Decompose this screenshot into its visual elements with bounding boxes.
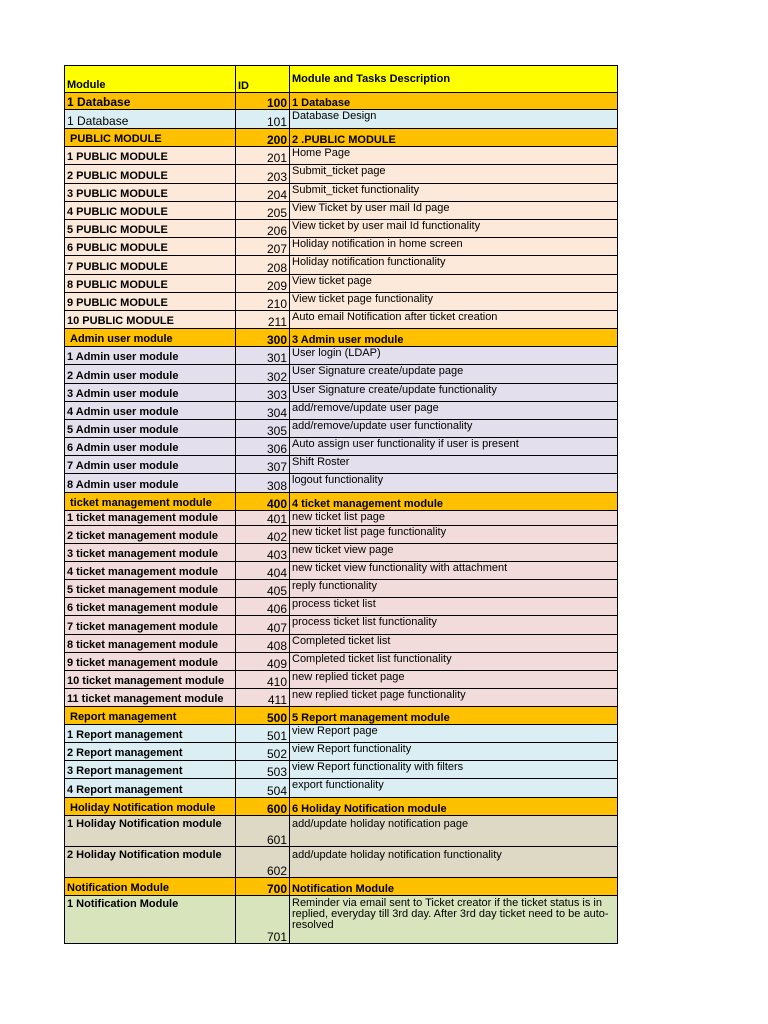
module-cell[interactable]: 2 PUBLIC MODULE <box>65 165 236 184</box>
description-cell[interactable]: Home Page <box>290 147 618 165</box>
module-cell[interactable]: 9 PUBLIC MODULE <box>65 293 236 311</box>
table-row <box>65 725 618 743</box>
description-cell[interactable]: view Report functionality with filters <box>290 761 618 779</box>
id-cell[interactable]: 300 <box>236 329 290 347</box>
table-row <box>65 184 618 202</box>
id-cell[interactable]: 203 <box>236 165 290 184</box>
description-cell[interactable]: User Signature create/update page <box>290 365 618 384</box>
module-cell[interactable]: 11 ticket management module <box>65 689 236 707</box>
id-cell[interactable]: 303 <box>236 384 290 402</box>
id-cell[interactable]: 208 <box>236 256 290 275</box>
module-cell[interactable]: 6 PUBLIC MODULE <box>65 238 236 256</box>
id-cell[interactable]: 409 <box>236 653 290 671</box>
id-cell[interactable]: 209 <box>236 275 290 293</box>
description-cell[interactable]: User login (LDAP) <box>290 347 618 365</box>
description-cell[interactable]: Submit_ticket page <box>290 165 618 184</box>
module-cell[interactable]: 6 ticket management module <box>65 598 236 616</box>
description-cell[interactable]: export functionality <box>290 779 618 798</box>
description-cell[interactable]: new replied ticket page functionality <box>290 689 618 707</box>
description-cell[interactable]: Auto assign user functionality if user is present <box>290 438 618 456</box>
header-description[interactable]: Module and Tasks Description <box>290 66 618 93</box>
description-cell[interactable]: 4 ticket management module <box>290 493 618 511</box>
description-cell[interactable]: 2 .PUBLIC MODULE <box>290 129 618 147</box>
description-cell[interactable]: add/remove/update user page <box>290 402 618 420</box>
section-row <box>65 329 618 347</box>
description-cell[interactable]: new ticket list page <box>290 511 618 526</box>
id-cell[interactable]: 308 <box>236 474 290 493</box>
id-cell[interactable]: 406 <box>236 598 290 616</box>
id-cell[interactable]: 304 <box>236 402 290 420</box>
id-cell[interactable]: 407 <box>236 616 290 635</box>
table-row <box>65 511 618 526</box>
module-cell[interactable]: 8 Admin user module <box>65 474 236 493</box>
id-cell[interactable]: 207 <box>236 238 290 256</box>
module-cell[interactable]: 1 Report management <box>65 725 236 743</box>
id-cell[interactable]: 405 <box>236 580 290 598</box>
table-row <box>65 347 618 365</box>
table-row <box>65 311 618 329</box>
id-cell[interactable]: 204 <box>236 184 290 202</box>
module-cell[interactable]: 9 ticket management module <box>65 653 236 671</box>
description-cell[interactable]: 6 Holiday Notification module <box>290 798 618 816</box>
module-cell[interactable]: 4 PUBLIC MODULE <box>65 202 236 220</box>
table-row <box>65 438 618 456</box>
module-cell[interactable]: 2 Admin user module <box>65 365 236 384</box>
table-row <box>65 420 618 438</box>
module-cell[interactable]: 1 Database <box>65 110 236 129</box>
module-cell[interactable]: PUBLIC MODULE <box>65 129 236 147</box>
description-cell[interactable]: process ticket list <box>290 598 618 616</box>
description-cell[interactable]: add/update holiday notification functionality <box>290 847 618 878</box>
header-row <box>65 66 618 93</box>
table-row <box>65 847 618 878</box>
table-row <box>65 147 618 165</box>
module-cell[interactable]: 10 ticket management module <box>65 671 236 689</box>
id-cell[interactable]: 600 <box>236 798 290 816</box>
description-cell[interactable]: Completed ticket list functionality <box>290 653 618 671</box>
id-cell[interactable]: 404 <box>236 562 290 580</box>
module-task-table <box>64 65 618 944</box>
description-cell[interactable]: add/remove/update user functionality <box>290 420 618 438</box>
id-cell[interactable]: 306 <box>236 438 290 456</box>
table-row <box>65 402 618 420</box>
id-cell[interactable]: 301 <box>236 347 290 365</box>
module-cell[interactable]: 1 PUBLIC MODULE <box>65 147 236 165</box>
module-cell[interactable]: 10 PUBLIC MODULE <box>65 311 236 329</box>
description-cell[interactable]: Reminder via email sent to Ticket creator if the ticket status is in replied, everyday till 3rd day. After 3rd day ticket need to be auto-resolved <box>290 896 618 944</box>
id-cell[interactable]: 302 <box>236 365 290 384</box>
module-cell[interactable]: 2 Report management <box>65 743 236 761</box>
table-row <box>65 293 618 311</box>
module-cell[interactable]: 8 PUBLIC MODULE <box>65 275 236 293</box>
description-cell[interactable]: new replied ticket page <box>290 671 618 689</box>
description-cell[interactable]: View ticket page functionality <box>290 293 618 311</box>
module-cell[interactable]: Notification Module <box>65 878 236 896</box>
table-row <box>65 743 618 761</box>
section-row <box>65 129 618 147</box>
id-cell[interactable]: 100 <box>236 93 290 110</box>
id-cell[interactable]: 201 <box>236 147 290 165</box>
table-row <box>65 653 618 671</box>
section-row <box>65 707 618 725</box>
id-cell[interactable]: 410 <box>236 671 290 689</box>
description-cell[interactable]: reply functionality <box>290 580 618 598</box>
table-row <box>65 580 618 598</box>
table-row <box>65 526 618 544</box>
id-cell[interactable]: 701 <box>236 896 290 944</box>
module-cell[interactable]: 2 Holiday Notification module <box>65 847 236 878</box>
table-row <box>65 474 618 493</box>
module-cell[interactable]: 5 Admin user module <box>65 420 236 438</box>
description-cell[interactable]: View Ticket by user mail Id page <box>290 202 618 220</box>
description-cell[interactable]: add/update holiday notification page <box>290 816 618 847</box>
module-cell[interactable]: 6 Admin user module <box>65 438 236 456</box>
module-cell[interactable]: 2 ticket management module <box>65 526 236 544</box>
table-row <box>65 616 618 635</box>
table-row <box>65 896 618 944</box>
id-cell[interactable]: 400 <box>236 493 290 511</box>
id-cell[interactable]: 502 <box>236 743 290 761</box>
id-cell[interactable]: 504 <box>236 779 290 798</box>
table-row <box>65 816 618 847</box>
table-row <box>65 761 618 779</box>
module-cell[interactable]: 1 Admin user module <box>65 347 236 365</box>
id-cell[interactable]: 501 <box>236 725 290 743</box>
module-cell[interactable]: 1 Database <box>65 93 236 110</box>
section-row <box>65 93 618 110</box>
module-cell[interactable]: 1 Holiday Notification module <box>65 816 236 847</box>
id-cell[interactable]: 401 <box>236 511 290 526</box>
module-cell[interactable]: 7 ticket management module <box>65 616 236 635</box>
description-cell[interactable]: new ticket view page <box>290 544 618 562</box>
table-row <box>65 671 618 689</box>
module-cell[interactable]: 5 ticket management module <box>65 580 236 598</box>
description-cell[interactable]: 3 Admin user module <box>290 329 618 347</box>
table-row <box>65 689 618 707</box>
description-cell[interactable]: process ticket list functionality <box>290 616 618 635</box>
module-cell[interactable]: 7 Admin user module <box>65 456 236 474</box>
table-row <box>65 365 618 384</box>
id-cell[interactable]: 210 <box>236 293 290 311</box>
id-cell[interactable]: 403 <box>236 544 290 562</box>
description-cell[interactable]: Holiday notification in home screen <box>290 238 618 256</box>
description-cell[interactable]: Submit_ticket functionality <box>290 184 618 202</box>
module-cell[interactable]: Report management <box>65 707 236 725</box>
id-cell[interactable]: 402 <box>236 526 290 544</box>
id-cell[interactable]: 200 <box>236 129 290 147</box>
description-cell[interactable]: new ticket list page functionality <box>290 526 618 544</box>
table-row <box>65 220 618 238</box>
table-row <box>65 238 618 256</box>
section-row <box>65 493 618 511</box>
table-row <box>65 456 618 474</box>
description-cell[interactable]: view Report page <box>290 725 618 743</box>
module-cell[interactable]: 8 ticket management module <box>65 635 236 653</box>
module-cell[interactable]: 3 ticket management module <box>65 544 236 562</box>
module-cell[interactable]: 4 Report management <box>65 779 236 798</box>
table-row <box>65 165 618 184</box>
description-cell[interactable]: Shift Roster <box>290 456 618 474</box>
table-row <box>65 544 618 562</box>
module-cell[interactable]: 4 Admin user module <box>65 402 236 420</box>
id-cell[interactable]: 101 <box>236 110 290 129</box>
description-cell[interactable]: View ticket by user mail Id functionality <box>290 220 618 238</box>
description-cell[interactable]: Holiday notification functionality <box>290 256 618 275</box>
id-cell[interactable]: 211 <box>236 311 290 329</box>
description-cell[interactable]: User Signature create/update functionality <box>290 384 618 402</box>
id-cell[interactable]: 500 <box>236 707 290 725</box>
table-row <box>65 635 618 653</box>
table-row <box>65 562 618 580</box>
table-row <box>65 110 618 129</box>
id-cell[interactable]: 408 <box>236 635 290 653</box>
module-cell[interactable]: 1 ticket management module <box>65 511 236 526</box>
id-cell[interactable]: 411 <box>236 689 290 707</box>
table-row <box>65 598 618 616</box>
description-cell[interactable]: view Report functionality <box>290 743 618 761</box>
description-cell[interactable]: Notification Module <box>290 878 618 896</box>
id-cell[interactable]: 206 <box>236 220 290 238</box>
table-row <box>65 256 618 275</box>
module-cell[interactable]: 3 Report management <box>65 761 236 779</box>
module-cell[interactable]: Holiday Notification module <box>65 798 236 816</box>
module-cell[interactable]: 7 PUBLIC MODULE <box>65 256 236 275</box>
description-cell[interactable]: Auto email Notification after ticket creation <box>290 311 618 329</box>
module-cell[interactable]: 3 PUBLIC MODULE <box>65 184 236 202</box>
id-cell[interactable]: 305 <box>236 420 290 438</box>
id-cell[interactable]: 601 <box>236 816 290 847</box>
module-cell[interactable]: 1 Notification Module <box>65 896 236 944</box>
header-module[interactable]: Module <box>65 66 236 93</box>
table-row <box>65 384 618 402</box>
module-cell[interactable]: Admin user module <box>65 329 236 347</box>
module-cell[interactable]: 5 PUBLIC MODULE <box>65 220 236 238</box>
description-cell[interactable]: 5 Report management module <box>290 707 618 725</box>
description-cell[interactable]: 1 Database <box>290 93 618 110</box>
description-cell[interactable]: Completed ticket list <box>290 635 618 653</box>
description-cell[interactable]: Database Design <box>290 110 618 129</box>
table-row <box>65 202 618 220</box>
id-cell[interactable]: 503 <box>236 761 290 779</box>
id-cell[interactable]: 205 <box>236 202 290 220</box>
description-cell[interactable]: View ticket page <box>290 275 618 293</box>
module-cell[interactable]: 4 ticket management module <box>65 562 236 580</box>
table-row <box>65 275 618 293</box>
section-row <box>65 798 618 816</box>
id-cell[interactable]: 602 <box>236 847 290 878</box>
table-row <box>65 779 618 798</box>
id-cell[interactable]: 307 <box>236 456 290 474</box>
section-row <box>65 878 618 896</box>
module-cell[interactable]: 3 Admin user module <box>65 384 236 402</box>
header-id[interactable]: ID <box>236 66 290 93</box>
description-cell[interactable]: logout functionality <box>290 474 618 493</box>
description-cell[interactable]: new ticket view functionality with attachment <box>290 562 618 580</box>
id-cell[interactable]: 700 <box>236 878 290 896</box>
module-cell[interactable]: ticket management module <box>65 493 236 511</box>
